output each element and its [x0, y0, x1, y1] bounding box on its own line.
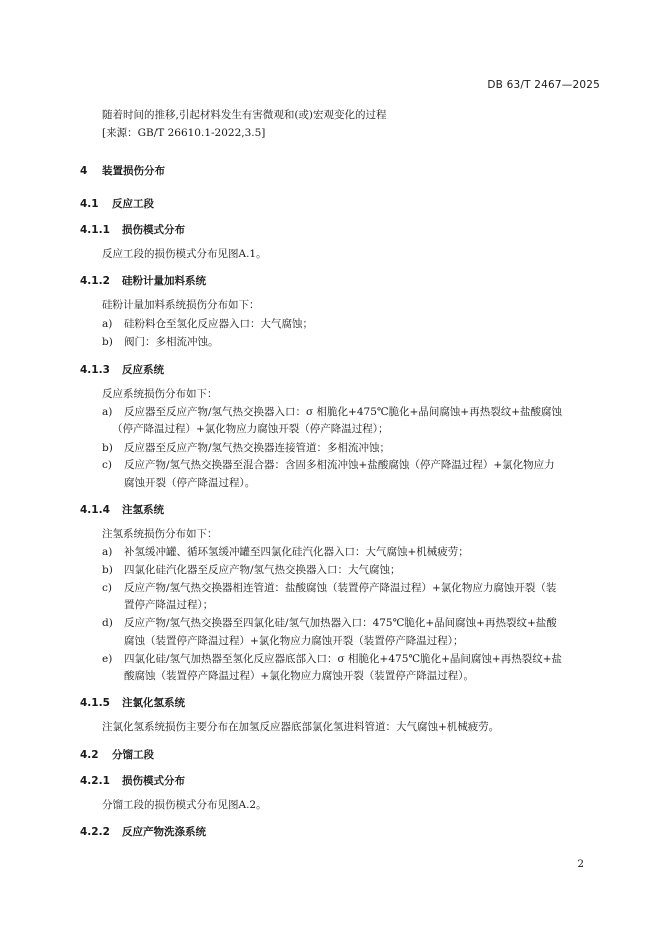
standard-code: DB 63/T 2467—2025: [487, 79, 600, 91]
list-item-continuation: 腐蚀（装置停产降温过程）+氯化物应力腐蚀开裂（装置停产降温过程）；: [124, 635, 464, 647]
list-text: 反应产物/氢气热交换器至混合器：含固多相流冲蚀+盐酸腐蚀（停产降温过程）+氯化物应力: [124, 459, 555, 471]
list-marker: c): [102, 582, 112, 594]
list-item: [102, 458, 555, 472]
list-text: 补氢缓冲罐、循环氢缓冲罐至四氯化硅汽化器入口：大气腐蚀+机械疲劳；: [124, 546, 469, 558]
list-item: [102, 563, 401, 577]
section-4-2-1-heading: [80, 773, 185, 788]
section-number: 4.1.4: [80, 504, 110, 516]
paragraph: 注氢系统损伤分布如下：: [102, 528, 218, 540]
list-marker: c): [102, 459, 112, 471]
list-text: 阀门：多相流冲蚀。: [124, 336, 219, 348]
section-4-1-4-heading: [80, 502, 164, 517]
section-number: 4.2: [80, 749, 99, 761]
list-text: 反应产物/氢气热交换器至四氯化硅/氢气加热器入口：475℃脆化+晶间腐蚀+再热裂纹+盐酸: [124, 617, 557, 629]
list-marker: b): [102, 442, 113, 454]
list-text: 四氯化硅汽化器至反应产物/氢气热交换器入口：大气腐蚀；: [124, 564, 401, 576]
section-number: 4.2.2: [80, 826, 110, 838]
list-item-continuation: （停产降温过程）+氯化物应力腐蚀开裂（停产降温过程）；: [112, 423, 389, 435]
paragraph: 硅粉计量加料系统损伤分布如下：: [102, 299, 260, 311]
section-4-1-2-heading: [80, 273, 206, 288]
section-title: 反应工段: [112, 198, 154, 210]
section-title: 分馏工段: [112, 749, 154, 761]
list-item: [102, 652, 562, 666]
section-title: 注氢系统: [122, 504, 164, 516]
list-item-continuation: 酸腐蚀（装置停产降温过程）+氯化物应力腐蚀开裂（装置停产降温过程）。: [124, 670, 475, 682]
definition-text: 随着时间的推移,引起材料发生有害微观和(或)宏观变化的过程: [102, 109, 387, 121]
list-item: [102, 405, 562, 419]
section-number: 4.2.1: [80, 775, 110, 787]
list-marker: d): [102, 617, 113, 629]
section-title: 损伤模式分布: [122, 224, 185, 236]
list-text: 反应产物/氢气热交换器相连管道：盐酸腐蚀（装置停产降温过程）+氯化物应力腐蚀开裂（装: [124, 582, 557, 594]
section-4-1-5-heading: [80, 695, 185, 710]
page-number: 2: [577, 858, 584, 870]
list-text: 硅粉料仓至氢化反应器入口：大气腐蚀；: [124, 318, 313, 330]
list-marker: a): [102, 546, 113, 558]
definition-source: [来源：GB/T 26610.1-2022,3.5]: [102, 127, 266, 139]
list-item: [102, 581, 556, 595]
list-text: 反应器至反应产物/氢气热交换器入口：σ 相脆化+475℃脆化+晶间腐蚀+再热裂纹+盐酸腐蚀: [124, 406, 563, 418]
section-4-1-heading: [80, 196, 154, 211]
list-item: [102, 335, 219, 349]
section-number: 4.1.2: [80, 275, 110, 287]
list-marker: a): [102, 406, 113, 418]
paragraph: 反应工段的损伤模式分布见图A.1。: [102, 248, 267, 260]
section-number: 4.1.1: [80, 224, 110, 236]
list-marker: b): [102, 564, 113, 576]
section-title: 反应系统: [122, 364, 164, 376]
section-4-1-3-heading: [80, 362, 164, 377]
section-4-2-heading: [80, 747, 154, 762]
section-number: 4.1.5: [80, 697, 110, 709]
list-item-continuation: 置停产降温过程）；: [124, 599, 214, 611]
list-item: [102, 441, 390, 455]
paragraph: 反应系统损伤分布如下：: [102, 388, 218, 400]
section-title: 硅粉计量加料系统: [122, 275, 206, 287]
list-text: 四氯化硅/氢气加热器至氢化反应器底部入口：σ 相脆化+475℃脆化+晶间腐蚀+再热裂纹+盐: [124, 653, 563, 665]
list-marker: a): [102, 318, 113, 330]
paragraph: 分馏工段的损伤模式分布见图A.2。: [102, 799, 267, 811]
section-number: 4.1: [80, 198, 99, 210]
paragraph: 注氯化氢系统损伤主要分布在加氢反应器底部氯化氢进料管道：大气腐蚀+机械疲劳。: [102, 721, 500, 733]
section-4-1-1-heading: [80, 222, 185, 237]
list-item: [102, 616, 557, 630]
list-item: [102, 317, 313, 331]
section-title: 装置损伤分布: [102, 165, 165, 177]
section-title: 反应产物洗涤系统: [122, 826, 206, 838]
list-item: [102, 545, 469, 559]
section-title: 注氯化氢系统: [122, 697, 185, 709]
section-4-2-2-heading: [80, 824, 206, 839]
section-number: 4.1.3: [80, 364, 110, 376]
list-marker: e): [102, 653, 113, 665]
section-number: 4: [80, 165, 88, 177]
list-text: 反应器至反应产物/氢气热交换器连接管道：多相流冲蚀；: [124, 442, 391, 454]
list-marker: b): [102, 336, 113, 348]
list-item-continuation: 腐蚀开裂（停产降温过程）。: [124, 477, 256, 489]
section-title: 损伤模式分布: [122, 775, 185, 787]
section-4-heading: [80, 163, 165, 178]
